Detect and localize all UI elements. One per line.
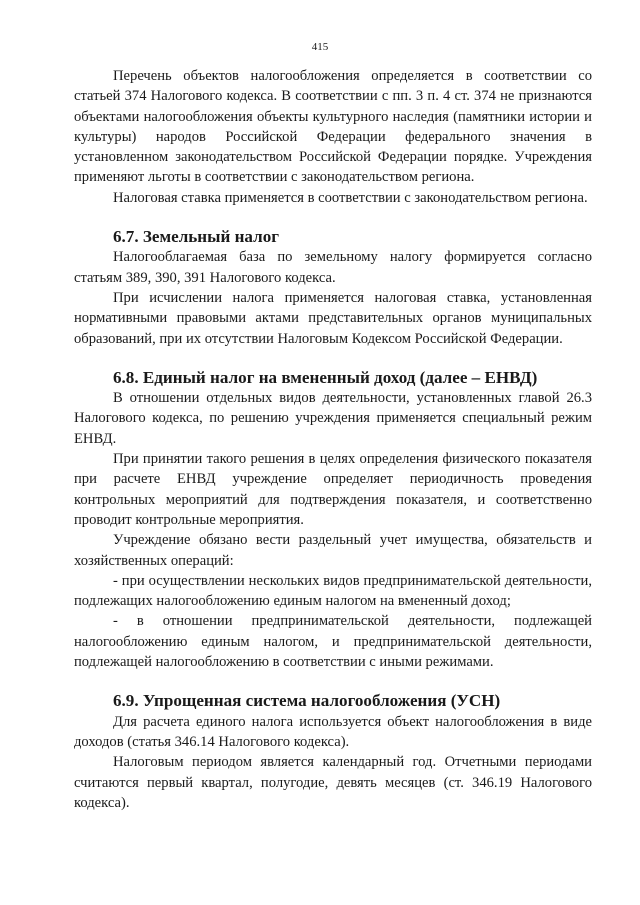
heading-usn: 6.9. Упрощенная система налогообложения (УСН) — [113, 691, 501, 711]
page-content — [74, 66, 592, 813]
paragraph-envd-control: При принятии такого решения в целях определения физического показателя при расчете ЕНВД учреждение определяет периодичность проведения контрольных мероприятий для подтверждения показателя, и соответственно проводит контрольные мероприятия. — [74, 451, 592, 528]
paragraph-envd-activities: В отношении отдельных видов деятельности, установленных главой 26.3 Налогового кодекса, по решению учреждения применяется специальный режим ЕНВД. — [74, 390, 592, 447]
list-item-other-regimes: - в отношении предпринимательской деятельности, подлежащей налогообложению единым налогом, и предпринимательской деятельности, подлежащей налогообложению в соответствии с иными режимами. — [74, 613, 592, 671]
page-number: 415 — [311, 41, 329, 53]
section-gap — [74, 672, 592, 691]
section-gap — [74, 208, 592, 227]
section-gap — [74, 349, 592, 368]
paragraph-envd-separate-accounting: Учреждение обязано вести раздельный учет имущества, обязательств и хозяйственных операций: — [74, 532, 592, 569]
paragraph-property-tax-objects: Перечень объектов налогообложения определяется в соответствии со статьей 374 Налогового кодекса. В соответствии с пп. 3 п. 4 ст. 374 не признаются объектами налогообложения объекты культурного наследия (памятники истории и культуры) народов Российской Федерации федерального значения в установленном законодательством Российской Федерации порядке. Учреждения применяют льготы в соответствии с законодательством региона. — [74, 68, 592, 186]
paragraph-land-tax-base: Налогооблагаемая база по земельному налогу формируется согласно статьям 389, 390, 391 Налогового кодекса. — [74, 249, 592, 286]
paragraph-land-tax-rate: При исчислении налога применяется налоговая ставка, установленная нормативными правовыми актами представительных органов муниципальных образований, при их отсутствии Налоговым Кодексом Российской Федерации. — [74, 289, 592, 347]
paragraph-property-tax-rate: Налоговая ставка применяется в соответствии с законодательством региона. — [113, 189, 588, 206]
paragraph-usn-object: Для расчета единого налога используется объект налогообложения в виде доходов (статья 346.14 Налогового кодекса). — [74, 713, 592, 750]
paragraph-usn-period: Налоговым периодом является календарный год. Отчетными периодами считаются первый квартал, полугодие, девять месяцев (ст. 346.19 Налогового кодекса). — [74, 754, 592, 811]
heading-envd: 6.8. Единый налог на вмененный доход (далее – ЕНВД) — [113, 367, 538, 387]
list-item-several-activities: - при осуществлении нескольких видов предпринимательской деятельности, подлежащих налогообложению единым налогом на вмененный доход; — [74, 572, 592, 610]
heading-land-tax: 6.7. Земельный налог — [113, 227, 279, 247]
